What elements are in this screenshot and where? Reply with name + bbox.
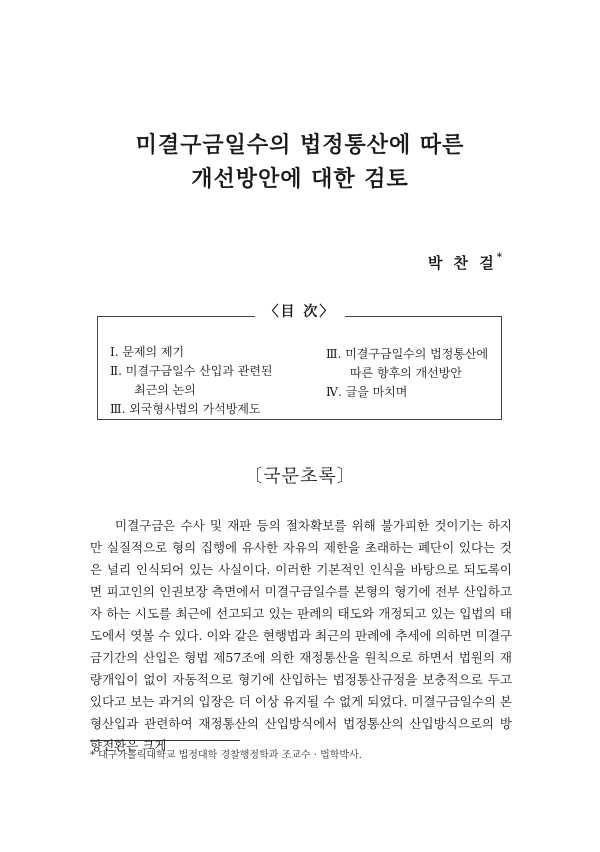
toc-item bbox=[110, 343, 310, 362]
title-line-2: 개선방안에 대한 검토 bbox=[191, 166, 409, 192]
author-name: 박 찬 걸 bbox=[427, 254, 497, 272]
toc-item bbox=[326, 383, 506, 402]
toc-item-text: Ⅲ. 미결구금일수의 법정통산에 bbox=[326, 347, 489, 361]
title-line-1: 미결구금일수의 법정통산에 따른 bbox=[135, 132, 465, 158]
author bbox=[428, 252, 502, 273]
paper-title bbox=[0, 128, 600, 196]
toc-item-text: Ⅳ. 글을 마치며 bbox=[326, 385, 408, 399]
abstract-heading: 〔국문초록〕 bbox=[244, 466, 356, 487]
toc-item-continuation: 최근의 논의 bbox=[134, 383, 196, 397]
toc-item-text: Ⅲ. 외국형사법의 가석방제도 bbox=[110, 402, 261, 416]
toc-item-text: Ⅰ. 문제의 제기 bbox=[110, 345, 185, 359]
toc-item bbox=[110, 400, 310, 419]
toc-left-column bbox=[110, 343, 310, 419]
toc-item bbox=[110, 362, 310, 400]
footnote: * 대구가톨릭대학교 법정대학 경찰행정학과 조교수 · 법학박사. bbox=[90, 750, 362, 761]
author-footnote-mark: * bbox=[496, 252, 502, 263]
toc-item-text: Ⅱ. 미결구금일수 산입과 관련된 bbox=[110, 364, 273, 378]
abstract-body: 미결구금은 수사 및 재판 등의 절차확보를 위해 불가피한 것이기는 하지만 실질적으로 형의 집행에 유사한 자유의 제한을 초래하는 폐단이 있다는 것은 널리 인식되어 있는 사실이다. 이러한 기본적인 인식을 바탕으로 되도록이면 피고인의 인권보장 측면에서 미결구금일수를 본형의 형기에 전부 산입하고자 하는 시도를 최근에 선고되고 있는 판례의 태도와 개정되고 있는 입법의 태도에서 엿볼 수 있다. 이와 같은 현행법과 최근의 판례에 추세에 의하면 미결구금기간의 산입은 형법 제57조에 의한 재정통산을 원칙으로 하면서 법원의 재량개입이 없이 자동적으로 형기에 산입하는 법정통산규정을 보충적으로 두고 있다고 보는 과거의 입장은 더 이상 유지될 수 없게 되었다. 미결구금일수의 본형산입과 관련하여 재정통산의 산입방식에서 법정통산의 산입방식으로의 방향전환은 크게 bbox=[90, 518, 513, 753]
footnote-divider bbox=[90, 740, 240, 741]
toc-label-wrap bbox=[0, 301, 600, 321]
toc-item-continuation: 따른 향후의 개선방안 bbox=[350, 366, 462, 380]
toc-item bbox=[326, 345, 506, 383]
toc-label: 〈目 次〉 bbox=[255, 304, 346, 320]
toc-right-column bbox=[326, 345, 506, 402]
